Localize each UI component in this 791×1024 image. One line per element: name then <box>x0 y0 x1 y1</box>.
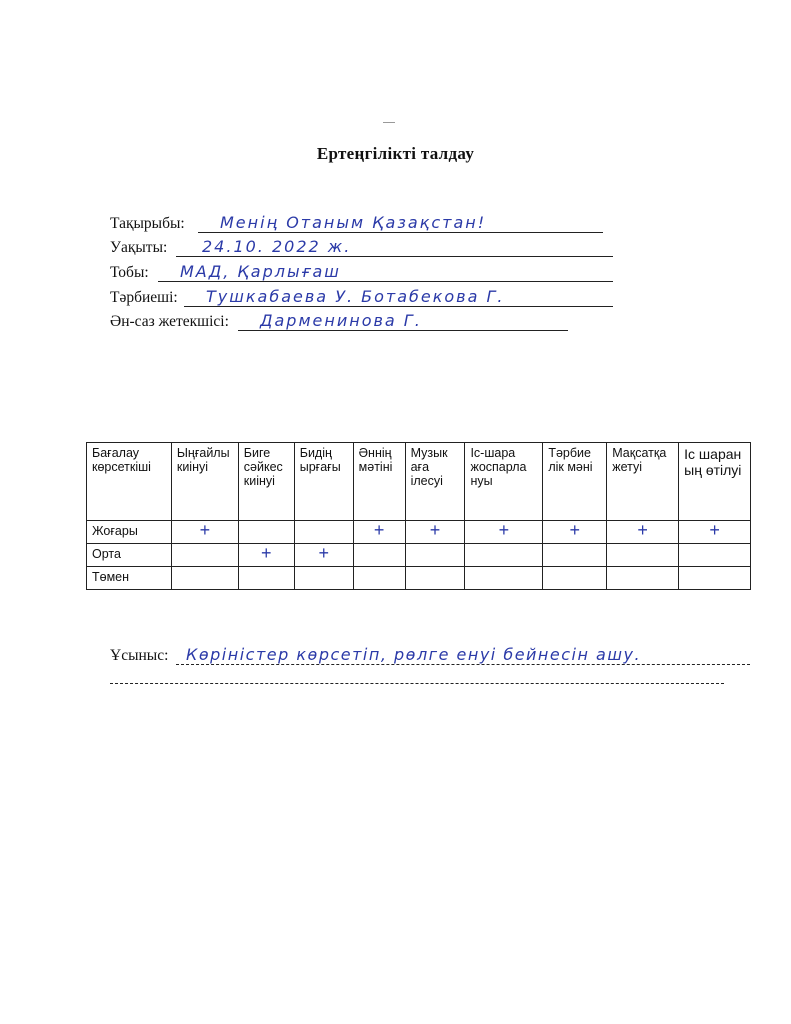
mark-cell: + <box>465 521 543 544</box>
mark-cell <box>353 567 405 590</box>
field-teacher-label: Тәрбиеші: <box>110 289 178 306</box>
suggestion-row <box>110 643 750 667</box>
row-label: Жоғары <box>87 521 172 544</box>
header-educational-value: Тәрбие лік мәні <box>543 443 607 521</box>
header-music-follow: Музык аға ілесуі <box>405 443 465 521</box>
row-label: Орта <box>87 544 172 567</box>
row-label: Төмен <box>87 567 172 590</box>
mark-cell <box>465 567 543 590</box>
table-row <box>87 567 751 590</box>
mark-cell <box>353 544 405 567</box>
mark-cell: + <box>679 521 751 544</box>
field-group-label: Тобы: <box>110 264 149 281</box>
document-title: Ертеңгілікті талдау <box>316 144 475 163</box>
header-event-planning: Іс-шара жоспарла нуы <box>465 443 543 521</box>
field-group <box>110 262 620 284</box>
mark-cell: + <box>405 521 465 544</box>
mark-cell <box>465 544 543 567</box>
field-teacher-value: Тушкабаева У. Ботабекова Г. <box>206 287 505 306</box>
field-group-line <box>158 281 613 282</box>
mark-cell: + <box>171 521 238 544</box>
mark-cell <box>238 567 294 590</box>
mark-cell <box>543 544 607 567</box>
mark-cell <box>294 521 353 544</box>
mark-cell <box>238 521 294 544</box>
suggestion-label: Ұсыныс: <box>110 647 169 664</box>
field-time-line <box>176 256 613 257</box>
field-topic-line <box>198 232 603 233</box>
field-teacher <box>110 287 620 309</box>
field-music-leader-label: Ән-саз жетекшісі: <box>110 313 229 330</box>
header-goal-achievement: Мақсатқа жетуі <box>607 443 679 521</box>
field-music-leader <box>110 311 570 333</box>
mark-cell: + <box>238 544 294 567</box>
mark-cell: + <box>543 521 607 544</box>
header-dance-dress: Биге сәйкес киінуі <box>238 443 294 521</box>
mark-cell <box>679 544 751 567</box>
mark-cell <box>543 567 607 590</box>
table-row <box>87 521 751 544</box>
mark-cell <box>405 544 465 567</box>
mark-cell <box>171 567 238 590</box>
field-time-value: 24.10. 2022 ж. <box>202 237 352 256</box>
field-music-leader-value: Дарменинова Г. <box>260 311 422 330</box>
evaluation-table <box>86 442 751 590</box>
mark-cell: + <box>294 544 353 567</box>
mark-cell <box>294 567 353 590</box>
suggestion-line-2 <box>110 683 724 684</box>
header-criterion: Бағалау көрсеткіші <box>87 443 172 521</box>
mark-cell <box>607 544 679 567</box>
suggestion-line <box>176 664 750 665</box>
field-group-value: МАД, Қарлығаш <box>180 262 341 281</box>
suggestion-value: Көріністер көрсетіп, рөлге енуі бейнесін ашу. <box>186 645 642 664</box>
table-header-row <box>87 443 751 521</box>
mark-cell <box>679 567 751 590</box>
mark-cell <box>171 544 238 567</box>
mark-cell: + <box>353 521 405 544</box>
field-topic-value: Менің Отаным Қазақстан! <box>220 213 487 232</box>
field-topic <box>110 213 610 235</box>
table-row <box>87 544 751 567</box>
field-time <box>110 237 620 259</box>
mark-cell <box>405 567 465 590</box>
mark-cell: + <box>607 521 679 544</box>
field-teacher-line <box>184 306 613 307</box>
header-song-lyrics: Әннің мәтіні <box>353 443 405 521</box>
header-event-conduct: Іс шаран ың өтілуі <box>679 443 751 521</box>
field-topic-label: Тақырыбы: <box>110 215 185 232</box>
field-music-leader-line <box>238 330 568 331</box>
header-comfortable-dress: Ыңғайлы киінуі <box>171 443 238 521</box>
header-dance-rhythm: Бидің ырғағы <box>294 443 353 521</box>
scan-mark <box>383 122 395 123</box>
field-time-label: Уақыты: <box>110 239 168 256</box>
mark-cell <box>607 567 679 590</box>
